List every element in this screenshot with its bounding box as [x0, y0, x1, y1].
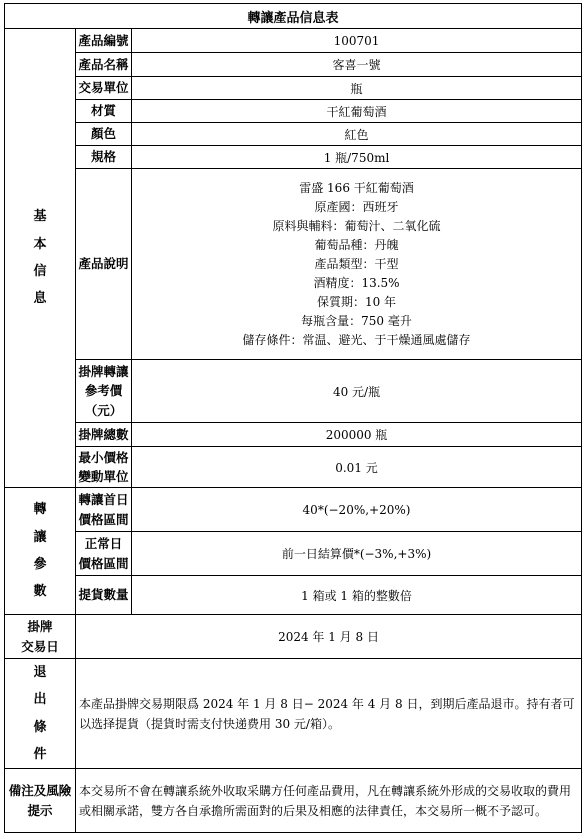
table-title: 轉讓產品信息表: [5, 4, 582, 29]
listing-date-label: 掛牌 交易日: [5, 615, 76, 659]
description-label: 產品說明: [76, 169, 132, 360]
listing-date-value: 2024 年 1 月 8 日: [76, 615, 582, 659]
product-name-value: 客喜一號: [132, 53, 582, 77]
description-line: 每瓶含量：750 毫升: [301, 313, 412, 328]
description-line: 儲存條件：常温、避光、于干燥通風處儲存: [242, 332, 471, 347]
pickup-quantity-value: 1 箱或 1 箱的整數倍: [132, 576, 582, 615]
total-listed-label: 掛牌總數: [76, 423, 132, 447]
description-line: 雷盛 166 干紅葡萄酒: [299, 180, 414, 195]
section-basic-info: 基 本 信 息: [5, 29, 76, 488]
trade-unit-value: 瓶: [132, 77, 582, 100]
risk-notice-text: 本交易所不會在轉讓系統外收取采購方任何產品費用，凡在轉讓系統外形成的交易收取的費用或相關承諾，雙方各自承擔所需面對的后果及相應的法律責任，本交易所一概不予認可。: [76, 769, 582, 833]
color-value: 紅色: [132, 123, 582, 146]
risk-notice-label: 備注及風險 提示: [5, 769, 76, 833]
description-line: 原產國：西班牙: [314, 199, 399, 214]
trade-unit-label: 交易單位: [76, 77, 132, 100]
min-price-unit-value: 0.01 元: [132, 447, 582, 488]
description-line: 葡萄品種：丹魄: [314, 237, 399, 252]
product-code-label: 產品編號: [76, 29, 132, 53]
product-name-label: 產品名稱: [76, 53, 132, 77]
exit-conditions-text: 本產品掛牌交易期限爲 2024 年 1 月 8 日− 2024 年 4 月 8 日，到期后產品退市。持有者可以选择提貨（提貨时需支付快递费用 30 元/箱）。: [76, 659, 582, 769]
min-price-unit-label: 最小價格 變動單位: [76, 447, 132, 488]
description-value: [132, 169, 582, 360]
material-value: 干紅葡萄酒: [132, 100, 582, 123]
material-label: 材質: [76, 100, 132, 123]
description-line: 保質期：10 年: [316, 294, 397, 309]
first-day-range-label: 轉讓首日 價格區間: [76, 488, 132, 532]
first-day-range-value: 40*(−20%,+20%): [132, 488, 582, 532]
color-label: 顏色: [76, 123, 132, 146]
product-code-value: 100701: [132, 29, 582, 53]
reference-price-label: 掛牌轉讓 參考價 （元）: [76, 360, 132, 423]
spec-value: 1 瓶/750ml: [132, 146, 582, 169]
reference-price-value: 40 元/瓶: [132, 360, 582, 423]
total-listed-value: 200000 瓶: [132, 423, 582, 447]
pickup-quantity-label: 提貨數量: [76, 576, 132, 615]
normal-day-range-value: 前一日結算價*(−3%,+3%): [132, 532, 582, 576]
product-info-table: [4, 3, 582, 833]
spec-label: 規格: [76, 146, 132, 169]
description-line: 產品類型：干型: [314, 256, 399, 271]
section-transfer-params: 轉 讓 參 數: [5, 488, 76, 615]
description-line: 原料與輔料：葡萄汁、二氧化硫: [272, 218, 441, 233]
description-line: 酒精度：13.5%: [313, 275, 400, 290]
normal-day-range-label: 正常日 價格區間: [76, 532, 132, 576]
exit-conditions-label: 退 出 條 件: [5, 659, 76, 769]
